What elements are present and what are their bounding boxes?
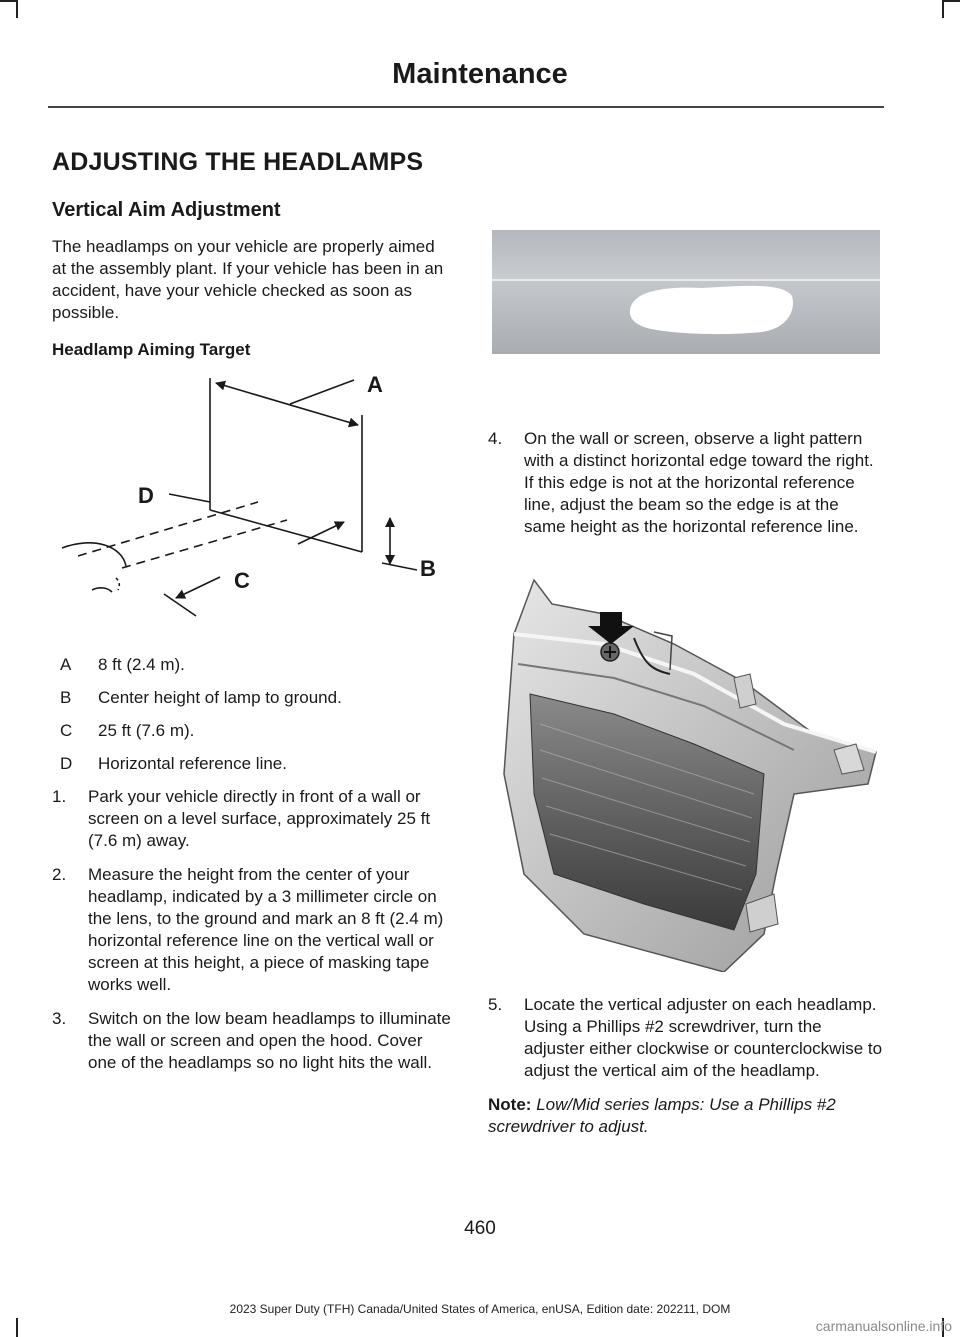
legend-text: 8 ft (2.4 m). bbox=[98, 655, 185, 674]
target-heading: Headlamp Aiming Target bbox=[52, 340, 251, 359]
legend-text: Center height of lamp to ground. bbox=[98, 688, 342, 707]
step-text: On the wall or screen, observe a light pattern with a distinct horizontal edge toward the right. If this edge is not at the horizontal reference line, adjust the beam so the edge is at the same height as the horizontal reference line. bbox=[524, 429, 874, 536]
note-label: Note: bbox=[488, 1095, 532, 1114]
header-divider bbox=[48, 106, 884, 108]
legend-item bbox=[52, 753, 452, 775]
step-text: Measure the height from the center of your headlamp, indicated by a 3 millimeter circle on the lens, to the ground and mark an 8 ft (2.4 m) horizontal reference line on the vertical wall or screen at this height, a piece of masking tape works well. bbox=[88, 865, 444, 994]
legend-text: Horizontal reference line. bbox=[98, 754, 287, 773]
step-number: 2. bbox=[52, 865, 67, 884]
step-text: Park your vehicle directly in front of a wall or screen on a level surface, approximately 25 ft (7.6 m) away. bbox=[88, 787, 431, 850]
crop-mark bbox=[16, 0, 18, 18]
diagram-legend bbox=[52, 654, 452, 775]
step-item bbox=[52, 1008, 452, 1074]
diagram-label-b: B bbox=[420, 556, 436, 581]
steps-list-left bbox=[52, 786, 452, 1074]
section-title: ADJUSTING THE HEADLAMPS bbox=[52, 148, 424, 176]
step-item bbox=[52, 786, 452, 852]
watermark: carmanualsonline.info bbox=[815, 1318, 952, 1334]
beam-pattern-image bbox=[492, 230, 880, 354]
crop-mark bbox=[942, 0, 944, 18]
step-number: 1. bbox=[52, 787, 67, 806]
right-column-lower bbox=[488, 994, 884, 1138]
left-column bbox=[52, 148, 452, 1086]
right-column bbox=[488, 428, 884, 550]
legend-text: 25 ft (7.6 m). bbox=[98, 721, 195, 740]
legend-item bbox=[52, 720, 452, 742]
headlamp-adjuster-illustration bbox=[494, 574, 886, 972]
legend-key: D bbox=[60, 754, 73, 773]
crop-mark bbox=[942, 0, 960, 2]
step-item bbox=[488, 994, 884, 1082]
legend-item bbox=[52, 654, 452, 676]
page-number: 460 bbox=[464, 1218, 496, 1239]
note-paragraph bbox=[488, 1094, 884, 1138]
crop-mark bbox=[16, 1318, 18, 1337]
legend-key: B bbox=[60, 688, 72, 707]
legend-item bbox=[52, 687, 452, 709]
diagram-label-d: D bbox=[138, 483, 154, 508]
step-text: Switch on the low beam headlamps to illuminate the wall or screen and open the hood. Cover one of the headlamps so no light hits the wall. bbox=[88, 1009, 451, 1072]
step-text: Locate the vertical adjuster on each headlamp. Using a Phillips #2 screwdriver, turn the adjuster either clockwise or counterclockwise to adjust the vertical aim of the headlamp. bbox=[524, 995, 883, 1080]
step-number: 5. bbox=[488, 995, 503, 1014]
step-number: 4. bbox=[488, 429, 503, 448]
aiming-target-diagram bbox=[52, 370, 452, 640]
step-item bbox=[52, 864, 452, 996]
step-number: 3. bbox=[52, 1009, 67, 1028]
intro-paragraph: The headlamps on your vehicle are properly aimed at the assembly plant. If your vehicle has been in an accident, have your vehicle checked as soon as possible. bbox=[52, 237, 444, 322]
diagram-label-a: A bbox=[367, 372, 383, 397]
page-header-title: Maintenance bbox=[392, 58, 568, 90]
note-text: Low/Mid series lamps: Use a Phillips #2 screwdriver to adjust. bbox=[488, 1095, 836, 1136]
page-footer: 2023 Super Duty (TFH) Canada/United States of America, enUSA, Edition date: 202211, DOM bbox=[229, 1302, 731, 1316]
diagram-label-c: C bbox=[234, 568, 250, 593]
step-item bbox=[488, 428, 884, 538]
legend-key: A bbox=[60, 655, 72, 674]
legend-key: C bbox=[60, 721, 73, 740]
section-subtitle: Vertical Aim Adjustment bbox=[52, 199, 281, 221]
